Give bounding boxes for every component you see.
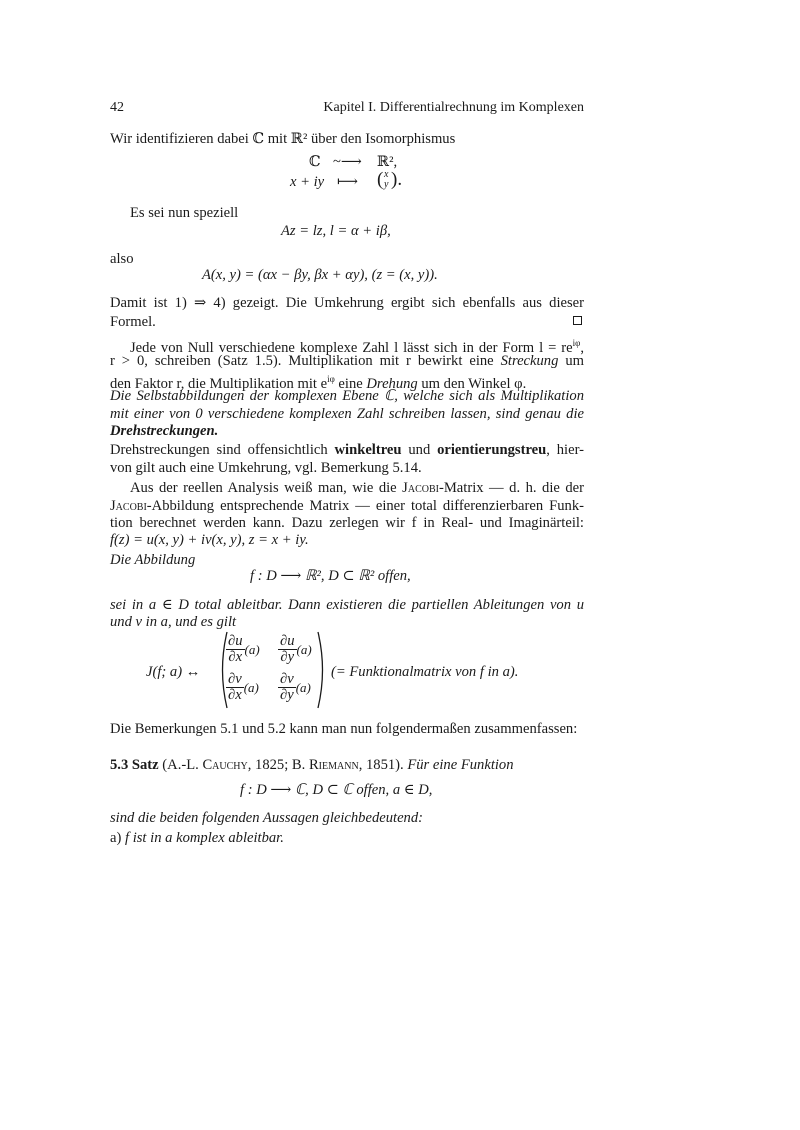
paragraph-aus-l4: f(z) = u(x, y) + iv(x, y), z = x + iy. bbox=[110, 532, 309, 548]
paragraph-bemerkungen: Die Bemerkungen 5.1 und 5.2 kann man nun folgendermaßen zusammenfassen: bbox=[110, 721, 578, 737]
iso-arrow-mapsto: ⟼ bbox=[337, 174, 358, 190]
paragraph-aus-l1: Aus der reellen Analysis weiß man, wie die Jacobi-Matrix — d. h. die der bbox=[130, 480, 584, 496]
theorem-selbst-l2: mit einer von 0 verschiedene komplexen Zahl schreiben lassen, sind genau die bbox=[110, 406, 584, 422]
running-header bbox=[110, 98, 584, 118]
list-item-a: a) f ist in a komplex ableitbar. bbox=[110, 830, 284, 846]
paragraph-dreh-l1: Drehstreckungen sind offensichtlich winkeltreu und orientierungstreu, hier- bbox=[110, 442, 585, 458]
paragraph-jede-l3: den Faktor r, die Multiplikation mit $e^{i\varphi}$ eine Drehung um den Winkel φ. bbox=[110, 374, 527, 392]
paragraph-speziell: Es sei nun speziell bbox=[130, 205, 239, 221]
equation-f-c: f : D ⟶ ℂ, D ⊂ ℂ offen, a ∈ D, bbox=[240, 782, 433, 798]
paragraph-aussagen: sind die beiden folgenden Aussagen gleichbedeutend: bbox=[110, 810, 424, 826]
jacobian-lhs: J(f; a) ↔ bbox=[146, 664, 201, 680]
qed-square bbox=[573, 316, 582, 325]
theorem-selbst-l1: Die Selbstabbildungen der komplexen Ebene ℂ, welche sich als Multiplikation bbox=[110, 388, 584, 404]
matrix-entry-11: $\frac{\partial u}{\partial x}$ (a) bbox=[228, 633, 260, 665]
paragraph-damit-l2: Formel. bbox=[110, 314, 156, 330]
paragraph-sei-l1: sei in a ∈ D total ableitbar. Dann existieren die partiellen Ableitungen von u bbox=[110, 597, 584, 613]
matrix-entry-21: $\frac{\partial v}{\partial x}$ (a) bbox=[228, 671, 259, 703]
iso-vec-open: ( bbox=[377, 169, 384, 190]
iso-arrow-tilde: ~⟶ bbox=[333, 154, 362, 170]
matrix-entry-12: $\frac{\partial u}{\partial y}$ (a) bbox=[280, 633, 312, 665]
paragraph-jede-l2: r > 0, schreiben (Satz 1.5). Multiplikation mit r bewirkt eine Streckung um bbox=[110, 353, 584, 369]
iso-rhs-r2: ℝ², bbox=[377, 154, 398, 170]
equation-az: Az = lz, l = α + iβ, bbox=[281, 223, 391, 239]
matrix-entry-22: $\frac{\partial v}{\partial y}$ (a) bbox=[280, 671, 311, 703]
paragraph-damit-l1: Damit ist 1) ⇒ 4) gezeigt. Die Umkehrung ergibt sich ebenfalls aus dieser bbox=[110, 295, 584, 311]
equation-f-r2: f : D ⟶ ℝ², D ⊂ ℝ² offen, bbox=[250, 568, 411, 584]
word-also: also bbox=[110, 251, 134, 267]
paragraph-aus-l2: Jacobi-Abbildung entsprechende Matrix — einer total differenzierbaren Funk- bbox=[110, 498, 584, 514]
paragraph-sei-l2: und v in a, und es gilt bbox=[110, 614, 237, 630]
paragraph-jede-l1: Jede von Null verschiedene komplexe Zahl l lässt sich in der Form $l = re^{i\varphi}$, bbox=[130, 338, 584, 356]
jacobian-rhs-note: (= Funktionalmatrix von f in a). bbox=[331, 664, 519, 680]
paragraph-dreh-l2: von gilt auch eine Umkehrung, vgl. Bemerkung 5.14. bbox=[110, 460, 422, 476]
iso-vec-close: ). bbox=[391, 169, 403, 190]
label-die-abbildung: Die Abbildung bbox=[110, 552, 196, 568]
iso-vec-y: y bbox=[384, 179, 389, 190]
equation-a-xy: A(x, y) = (αx − βy, βx + αy), (z = (x, y)). bbox=[202, 267, 438, 283]
paragraph-aus-l3: tion berechnet werden kann. Dazu zerlegen wir f in Real- und Imaginärteil: bbox=[110, 515, 584, 531]
theorem-selbst-l3: Drehstreckungen. bbox=[110, 423, 219, 439]
matrix-paren-right bbox=[316, 630, 328, 710]
theorem-5-3-heading: 5.3 Satz (A.-L. Cauchy, 1825; B. Riemann, 1851). Für eine Funktion bbox=[110, 757, 514, 773]
paragraph-identify: Wir identifizieren dabei ℂ mit ℝ² über den Isomorphismus bbox=[110, 131, 456, 147]
iso-vec-x: x bbox=[384, 169, 389, 180]
iso-lhs-xiy: x + iy bbox=[290, 174, 325, 190]
iso-lhs-c: ℂ bbox=[309, 154, 321, 170]
page-number: 42 bbox=[110, 100, 124, 115]
running-title: Kapitel I. Differentialrechnung im Komplexen bbox=[323, 100, 584, 115]
